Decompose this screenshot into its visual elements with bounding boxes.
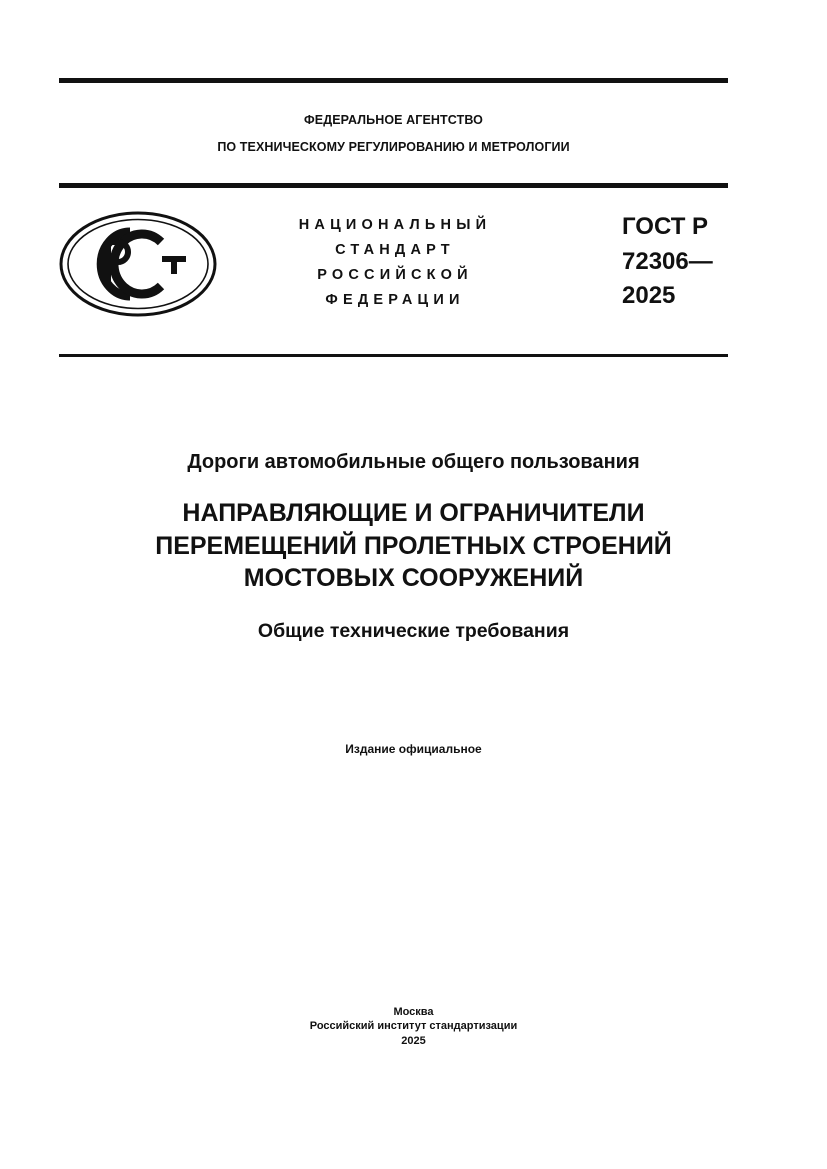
standard-code-line-3: 2025	[622, 282, 676, 309]
imprint-publisher: Российский институт стандартизации	[309, 1020, 518, 1032]
national-standard-line-1: НАЦИОНАЛЬНЫЙ	[298, 217, 492, 233]
agency-name-line-1: ФЕДЕРАЛЬНОЕ АГЕНТСТВО	[304, 113, 483, 127]
standard-code-line-1: ГОСТ Р	[622, 213, 709, 240]
document-subtitle: Общие технические требования	[257, 620, 570, 642]
edition-note: Издание официальное	[345, 742, 482, 756]
document-title-line-3: МОСТОВЫХ СООРУЖЕНИЙ	[243, 564, 584, 592]
national-standard-line-3: РОССИЙСКОЙ	[317, 267, 473, 283]
bottom-rule	[59, 354, 728, 357]
standard-code-line-2: 72306—	[622, 248, 713, 275]
imprint-year: 2025	[401, 1035, 426, 1047]
top-rule	[59, 78, 728, 83]
document-category: Дороги автомобильные общего пользования	[187, 451, 640, 473]
document-title-line-1: НАПРАВЛЯЮЩИЕ И ОГРАНИЧИТЕЛИ	[182, 499, 645, 527]
national-standard-line-4: ФЕДЕРАЦИИ	[325, 292, 465, 308]
document-title-line-2: ПЕРЕМЕЩЕНИЙ ПРОЛЕТНЫХ СТРОЕНИЙ	[155, 532, 672, 560]
national-standard-line-2: СТАНДАРТ	[335, 242, 455, 258]
imprint-city: Москва	[393, 1006, 434, 1018]
rst-conformity-mark-icon	[58, 210, 218, 318]
agency-name-line-2: ПО ТЕХНИЧЕСКОМУ РЕГУЛИРОВАНИЮ И МЕТРОЛОГИИ	[217, 140, 570, 154]
middle-rule	[59, 183, 728, 188]
